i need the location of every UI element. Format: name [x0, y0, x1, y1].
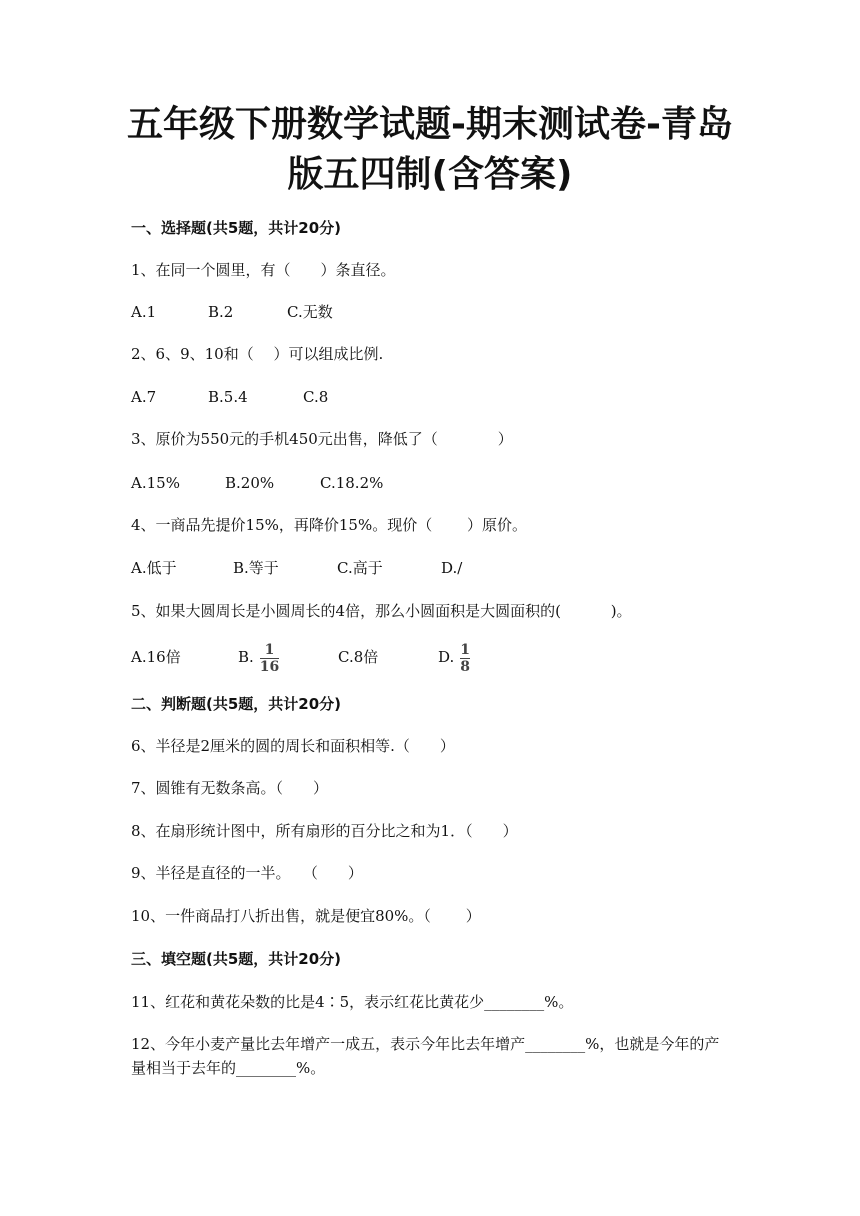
option-c: C.高于: [337, 559, 383, 577]
numerator: 1: [264, 641, 275, 658]
question-11: 11、红花和黄花朵数的比是4∶5，表示红花比黄花少________%。: [131, 993, 574, 1011]
numerator: 1: [460, 641, 471, 658]
option-a: A.15%: [131, 474, 180, 492]
option-b: [238, 642, 338, 674]
question-8: 8、在扇形统计图中，所有扇形的百分比之和为1．（ ）: [131, 822, 518, 840]
denominator: 8: [460, 658, 471, 675]
option-a: A.1: [131, 303, 157, 321]
option-b: B.等于: [233, 559, 279, 577]
question-6: 6、半径是2厘米的圆的周长和面积相等.（ ）: [131, 737, 455, 755]
question-5-options: [131, 642, 470, 674]
question-2: 2、6、9、10和（ ）可以组成比例.: [131, 345, 384, 363]
question-4-options: [131, 558, 462, 578]
question-2-options: [131, 387, 328, 407]
option-c: C.无数: [287, 303, 333, 321]
option-d: D./: [441, 559, 463, 577]
fraction-one-eighth: [460, 643, 470, 674]
question-4: 4、一商品先提价15%，再降价15%。现价（ ）原价。: [131, 516, 527, 534]
question-12: 12、今年小麦产量比去年增产一成五，表示今年比去年增产________%，也就是今年的产量相当于去年的________%。: [131, 1035, 720, 1077]
option-d: [438, 642, 470, 674]
question-3: 3、原价为550元的手机450元出售，降低了（ ）: [131, 430, 513, 448]
option-a: A.7: [131, 388, 157, 406]
section-3-heading: 三、填空题(共5题，共计20分): [131, 950, 342, 968]
option-c: C.18.2%: [320, 474, 384, 492]
option-b: B.20%: [225, 474, 275, 492]
question-9: 9、半径是直径的一半。 （ ）: [131, 864, 363, 882]
option-b: B.2: [208, 303, 234, 321]
option-a: A.低于: [131, 559, 177, 577]
question-10: 10、一件商品打八折出售，就是便宜80%。（ ）: [131, 907, 481, 925]
option-b: B.5.4: [208, 388, 248, 406]
title-line-2: 版五四制(含答案): [287, 154, 573, 195]
question-1-options: [131, 302, 333, 322]
option-a: A.16倍: [131, 648, 181, 666]
fraction-one-sixteenth: [260, 643, 279, 674]
question-5: 5、如果大圆周长是小圆周长的4倍，那么小圆面积是大圆面积的( )。: [131, 602, 632, 620]
section-1-heading: 一、选择题(共5题，共计20分): [131, 219, 342, 237]
question-3-options: [131, 473, 383, 493]
question-7: 7、圆锥有无数条高。（ ）: [131, 779, 329, 797]
section-2-heading: 二、判断题(共5题，共计20分): [131, 695, 342, 713]
denominator: 16: [259, 658, 280, 675]
option-b-letter: B.: [238, 648, 254, 666]
page-title: [120, 100, 740, 200]
title-line-1: 五年级下册数学试题-期末测试卷-青岛: [127, 104, 733, 145]
option-c: C.8倍: [338, 648, 379, 666]
option-c: C.8: [303, 388, 329, 406]
question-1: 1、在同一个圆里，有（ ）条直径。: [131, 261, 396, 279]
option-d-letter: D.: [438, 648, 455, 666]
